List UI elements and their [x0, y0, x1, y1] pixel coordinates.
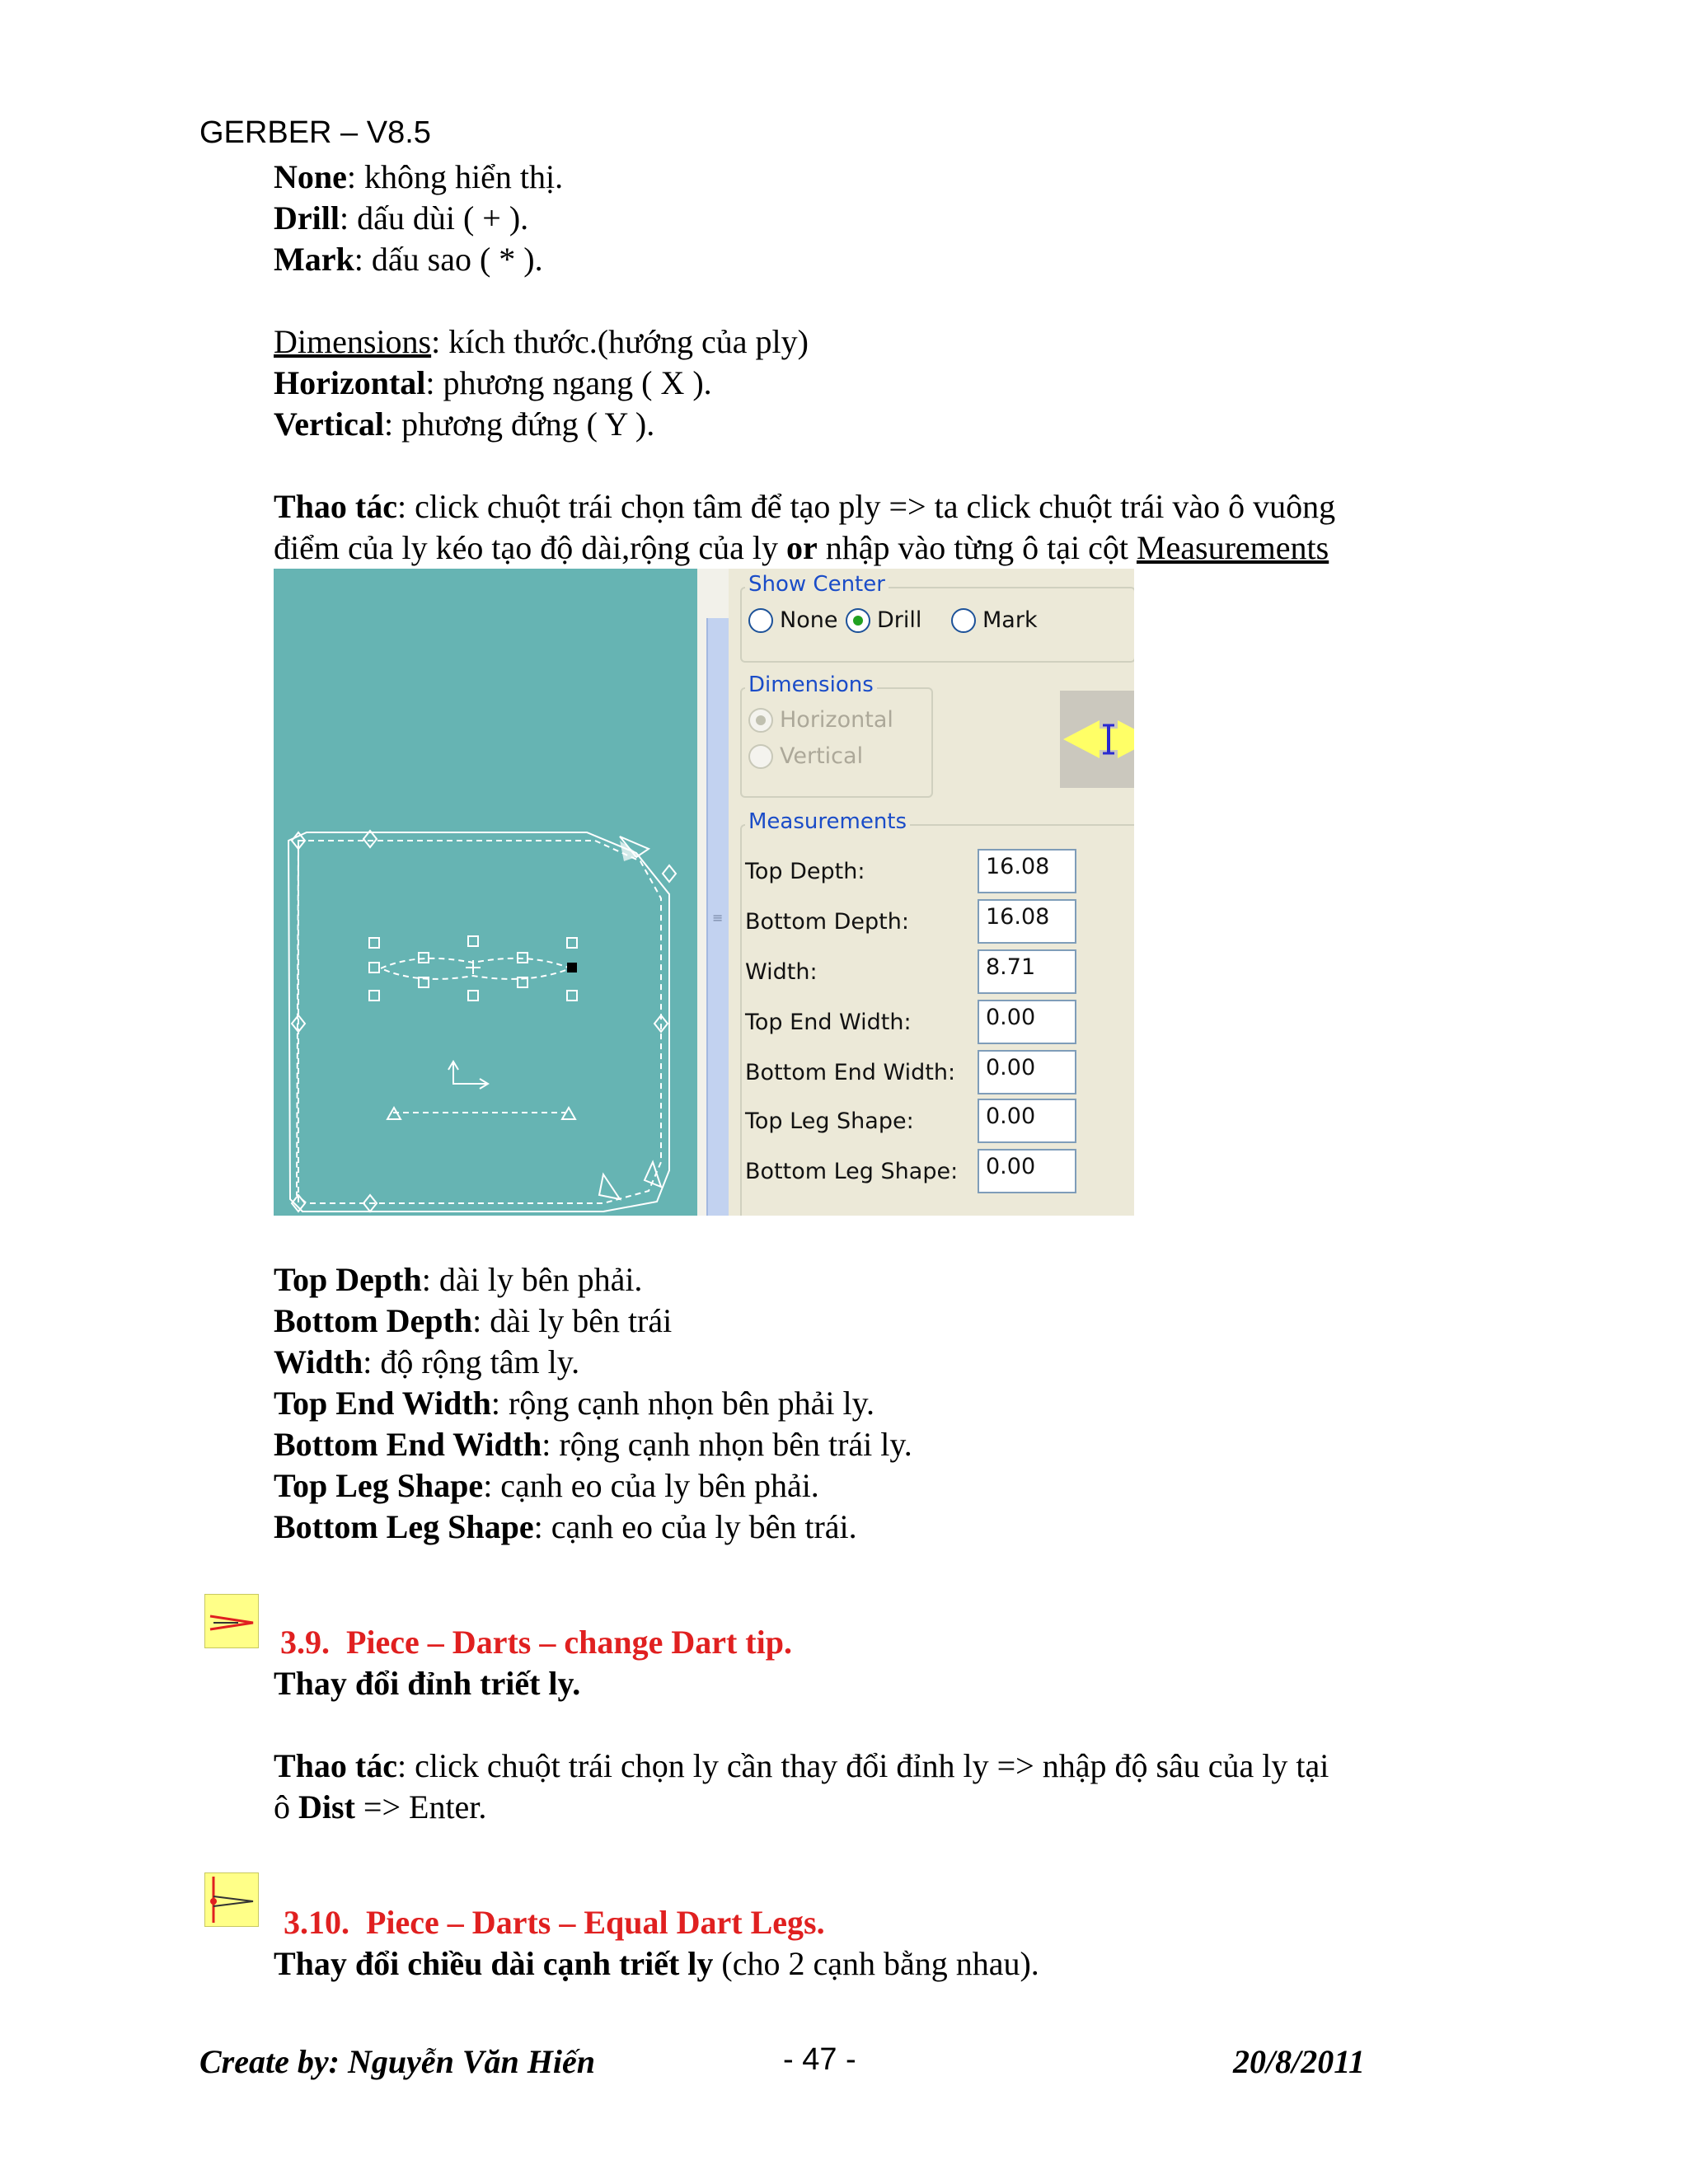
radio-mark-circle[interactable]	[951, 608, 976, 633]
section-3-9-operation-1: Thao tác: click chuột trái chọn ly cần thay đổi đỉnh ly => nhập độ sâu của ly tại	[274, 1747, 1329, 1784]
def-top-leg-shape: Top Leg Shape: cạnh eo của ly bên phải.	[274, 1467, 819, 1504]
operation-line-2: điểm của ly kéo tạo độ dài,rộng của ly or nhập vào từng ô tại cột Measurements	[274, 529, 1329, 566]
radio-drill-circle[interactable]	[846, 608, 870, 633]
bottom-leg-shape-label: Bottom Leg Shape:	[745, 1159, 959, 1184]
dart-screenshot	[274, 569, 1134, 1216]
footer-page-number: - 47 -	[783, 2042, 856, 2077]
bottom-depth-input[interactable]: 16.08	[978, 899, 1076, 944]
width-label: Width:	[745, 959, 818, 985]
top-depth-input[interactable]: 16.08	[978, 849, 1076, 893]
show-center-label: Show Center	[745, 572, 889, 597]
bottom-end-width-input[interactable]: 0.00	[978, 1050, 1076, 1094]
section-3-9-subtitle: Thay đổi đỉnh triết ly.	[274, 1665, 581, 1702]
top-end-width-input[interactable]: 0.00	[978, 1000, 1076, 1044]
radio-none[interactable]: None	[748, 607, 837, 633]
footer-date: 20/8/2011	[1233, 2043, 1366, 2080]
def-dimensions: Dimensions: kích thước.(hướng của ply)	[274, 323, 809, 360]
dart-properties-panel	[729, 569, 1134, 1216]
def-horizontal: Horizontal: phương ngang ( X ).	[274, 364, 712, 401]
scroll-grip-icon[interactable]: ≡	[712, 910, 724, 926]
orientation-preview	[1060, 691, 1134, 788]
section-3-9-operation-2: ô Dist => Enter.	[274, 1788, 487, 1825]
def-bottom-depth: Bottom Depth: dài ly bên trái	[274, 1302, 673, 1339]
dimensions-group	[740, 687, 933, 798]
dimensions-label: Dimensions	[745, 673, 877, 697]
section-3-9-heading: 3.9. Piece – Darts – change Dart tip.	[280, 1624, 792, 1661]
section-3-10-heading: 3.10. Piece – Darts – Equal Dart Legs.	[284, 1904, 825, 1941]
measurements-label: Measurements	[745, 809, 910, 834]
def-bottom-leg-shape: Bottom Leg Shape: cạnh eo của ly bên trái.	[274, 1508, 857, 1545]
def-mark: Mark: dấu sao ( * ).	[274, 241, 543, 278]
bottom-leg-shape-input[interactable]: 0.00	[978, 1149, 1076, 1193]
document-header: GERBER – V8.5	[199, 115, 431, 150]
radio-horizontal[interactable]: Horizontal	[748, 707, 893, 733]
change-dart-tip-icon	[204, 1594, 259, 1648]
radio-none-circle[interactable]	[748, 608, 773, 633]
radio-mark[interactable]: Mark	[951, 607, 1038, 633]
orientation-arrows-icon	[1060, 691, 1134, 788]
width-input[interactable]: 8.71	[978, 949, 1076, 994]
footer-author: Create by: Nguyễn Văn Hiến	[199, 2043, 595, 2080]
pattern-canvas[interactable]	[274, 569, 697, 1216]
def-top-end-width: Top End Width: rộng cạnh nhọn bên phải ly.	[274, 1385, 874, 1422]
top-depth-label: Top Depth:	[745, 859, 865, 884]
radio-vertical[interactable]: Vertical	[748, 743, 863, 769]
def-vertical: Vertical: phương đứng ( Y ).	[274, 405, 655, 443]
def-drill: Drill: dấu dùi ( + ).	[274, 199, 529, 237]
operation-line-1: Thao tác: click chuột trái chọn tâm để tạo ply => ta click chuột trái vào ô vuông	[274, 488, 1336, 525]
def-none: None: không hiển thị.	[274, 158, 564, 195]
radio-vertical-circle[interactable]	[748, 744, 773, 769]
section-3-10-subtitle: Thay đổi chiều dài cạnh triết ly (cho 2 cạnh bằng nhau).	[274, 1945, 1039, 1982]
top-leg-shape-label: Top Leg Shape:	[745, 1108, 914, 1134]
def-top-depth: Top Depth: dài ly bên phải.	[274, 1261, 643, 1298]
def-bottom-end-width: Bottom End Width: rộng cạnh nhọn bên trái ly.	[274, 1426, 912, 1463]
dart-drawing	[274, 569, 697, 1216]
equal-dart-legs-icon	[204, 1872, 259, 1927]
top-end-width-label: Top End Width:	[745, 1010, 912, 1035]
def-width: Width: độ rộng tâm ly.	[274, 1343, 580, 1380]
radio-drill[interactable]: Drill	[846, 607, 921, 633]
bottom-depth-label: Bottom Depth:	[745, 909, 909, 935]
top-leg-shape-input[interactable]: 0.00	[978, 1099, 1076, 1143]
radio-horizontal-circle[interactable]	[748, 708, 773, 733]
bottom-end-width-label: Bottom End Width:	[745, 1060, 956, 1085]
